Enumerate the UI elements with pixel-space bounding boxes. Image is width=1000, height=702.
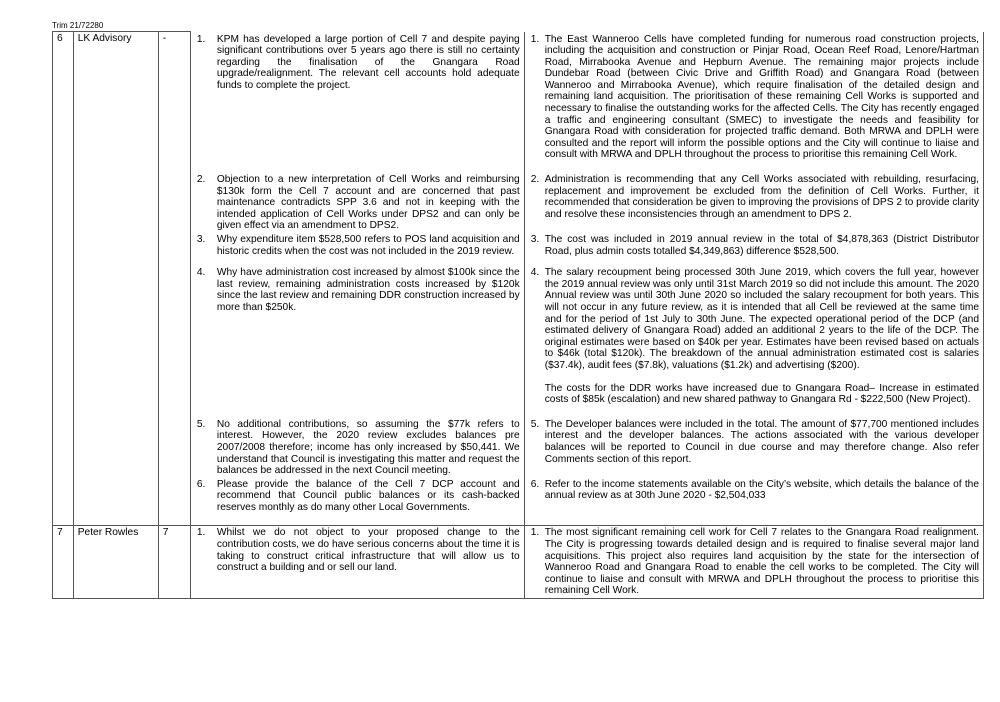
submission-number: 6	[53, 32, 74, 526]
table-row	[53, 32, 984, 174]
response-text: Administration is recommending that any Cell Works associated with rebuilding, resurfacing, replacement and improvement be excluded from the definition of Cell Works. Further, it recommended that consideration be given to improving the provisions of DPS 2 to provide clarity and resolve these inconsistencies through an amendment to DPS 2.	[544, 174, 980, 220]
table-row	[53, 478, 984, 526]
response-text: The salary recoupment being processed 30th June 2019, which covers the full year, however the 2019 annual review was only until 31st March 2019 so did not include this amount. The 2020 Annual review was until 30th June 2020 so included the salary recoupment for both years. This will not occur in any future review, as it is intended that all Cell be reviewed at the same time and for the period of 1st July to 30th June. The expected operational period of the DCP (and estimated delivery of Gnangara Road) added an additional 2 years to the life of the DCP. The original estimates were based on $40k per year. Estimates have been revised based on actuals to $46k (total $120k). The breakdown of the annual administration estimated cost is salaries ($37.4k), audit fees ($7.8k), valuations ($1.2k) and advertising ($200).	[544, 267, 979, 371]
item-number: 2.	[196, 174, 206, 186]
table-row	[53, 266, 984, 418]
submission-text: KPM has developed a large portion of Cell 7 and despite paying significant contributions over 5 years ago there is still no certainty regarding the finalisation of the Gnangara Road upgrade/realignment. The relevant cell accounts hold adequate funds to complete the project.	[216, 33, 520, 91]
response-item	[524, 526, 983, 599]
submitter-name: LK Advisory	[73, 32, 158, 526]
item-number: 3.	[530, 234, 540, 245]
response-item	[524, 266, 983, 418]
item-number: 5.	[530, 418, 540, 430]
response-item	[524, 418, 983, 478]
response-text: The Developer balances were included in the total. The amount of $77,700 mentioned includes interest and the developer balances. The actions associated with the various developer balances will be reported to Council in due course and may therefore change. Also refer Comments section of this report.	[544, 418, 979, 465]
item-number: 1.	[530, 527, 540, 539]
item-number: 1.	[530, 33, 540, 45]
item-number: 1.	[196, 33, 206, 45]
submission-text: No additional contributions, so assuming the $77k refers to interest. However, the 2020 review excludes balances pre 2007/2008 therefore; income has only increased by $50,441. We understand that Council is investigating this matter and request the balances be addressed in the next Council meeting.	[216, 418, 520, 477]
submission-text: Please provide the balance of the Cell 7 DCP account and recommend that Council public balances or its cash-backed reserves monthly as do many other Local Governments.	[216, 478, 520, 513]
item-number: 5.	[196, 418, 206, 430]
item-number: 2.	[530, 174, 540, 186]
property-cell: -	[158, 32, 190, 526]
item-number: 6.	[196, 478, 206, 490]
submitter-name: Peter Rowles	[73, 526, 158, 599]
submission-item	[190, 32, 524, 174]
trim-reference: Trim 21/72280	[52, 21, 104, 30]
submission-item	[190, 233, 524, 266]
submission-number: 7	[53, 526, 74, 599]
table-row	[53, 173, 984, 233]
response-item	[524, 173, 983, 233]
response-text: Refer to the income statements available on the City’s website, which details the balance of the annual review as at 30th June 2020 - $2,504,033	[544, 478, 979, 502]
submission-item	[190, 266, 524, 418]
item-number: 3.	[196, 234, 206, 245]
response-item	[524, 233, 983, 266]
response-text-continued: The costs for the DDR works have increased due to Gnangara Road– Increase in estimated costs of $85k (escalation) and new shared pathway to Gnangara Rd - $222,500 (New Project).	[544, 382, 979, 406]
submission-text: Objection to a new interpretation of Cell Works and reimbursing $130k form the Cell 7 account and are concerned that past maintenance contradicts SPP 3.6 and not in keeping with the intended application of Cell Works under DPS2 and can only be given effect via an amendment to DPS2.	[216, 174, 520, 232]
submission-item	[190, 418, 524, 478]
response-text: The cost was included in 2019 annual review in the total of $4,878,363 (District Distributor Road, plus admin costs totalled $4,349,863) difference $528,500.	[544, 234, 979, 257]
submission-item	[190, 478, 524, 526]
table-row	[53, 526, 984, 599]
property-cell: 7	[158, 526, 190, 599]
table-row	[53, 233, 984, 266]
submission-text: Why expenditure item $528,500 refers to POS land acquisition and historic credits when the cost was not included in the 2019 review.	[216, 234, 520, 257]
response-text: The most significant remaining cell work for Cell 7 relates to the Gnangara Road realignment. The City is progressing towards detailed design and is required to finalise several major land acquisitions. This project also requires land acquisition by the state for the intersection of Wanneroo Road and Gnangara Road to enable the cell works to be completed. The City will continue to liaise and consult with MRWA and DPLH throughout the process to prioritise this remaining Cell Work.	[544, 527, 979, 597]
item-number: 4.	[196, 267, 206, 279]
submission-item	[190, 526, 524, 599]
item-number: 4.	[530, 267, 540, 279]
response-item	[524, 32, 983, 174]
response-item	[524, 478, 983, 526]
table-row	[53, 418, 984, 478]
submissions-table	[52, 31, 984, 599]
response-text: The East Wanneroo Cells have completed funding for numerous road construction projects, including the acquisition and construction or Pinjar Road, Ocean Reef Road, Lenore/Hartman Road, Mirrabooka Avenue and Hepburn Avenue. The remaining major projects include Dundebar Road (between Civic Drive and Griffith Road) and Gnangara Road (between Wanneroo and Mirrabooka Avenue), which require finalisation of the detailed design and remaining land acquisition. The prioritisation of these remaining Cell Works is supported and necessary to finalise the outstanding works for the affected Cells. The City has recently engaged a traffic and engineering consultant (SMEC) to investigate the needs and feasibility for Gnangara Road with consideration for projected traffic demand. Both MRWA and DPLH were consulted and the report will inform the possible options and the City will continue to liaise and consult with MRWA and DPLH throughout the process to prioritise this remaining Cell Work.	[544, 33, 979, 161]
submission-item	[190, 173, 524, 233]
item-number: 6.	[530, 478, 540, 490]
submission-text: Why have administration cost increased by almost $100k since the last review, remaining administration costs increased by $120k since the last review and remaining DDR construction increased by more than $250k.	[216, 267, 520, 313]
submission-text: Whilst we do not object to your proposed change to the contribution costs, we do have serious concerns about the time it is taking to construct critical infrastructure that will allow us to construct a building and or sell our land.	[216, 527, 520, 574]
item-number: 1.	[196, 527, 206, 539]
